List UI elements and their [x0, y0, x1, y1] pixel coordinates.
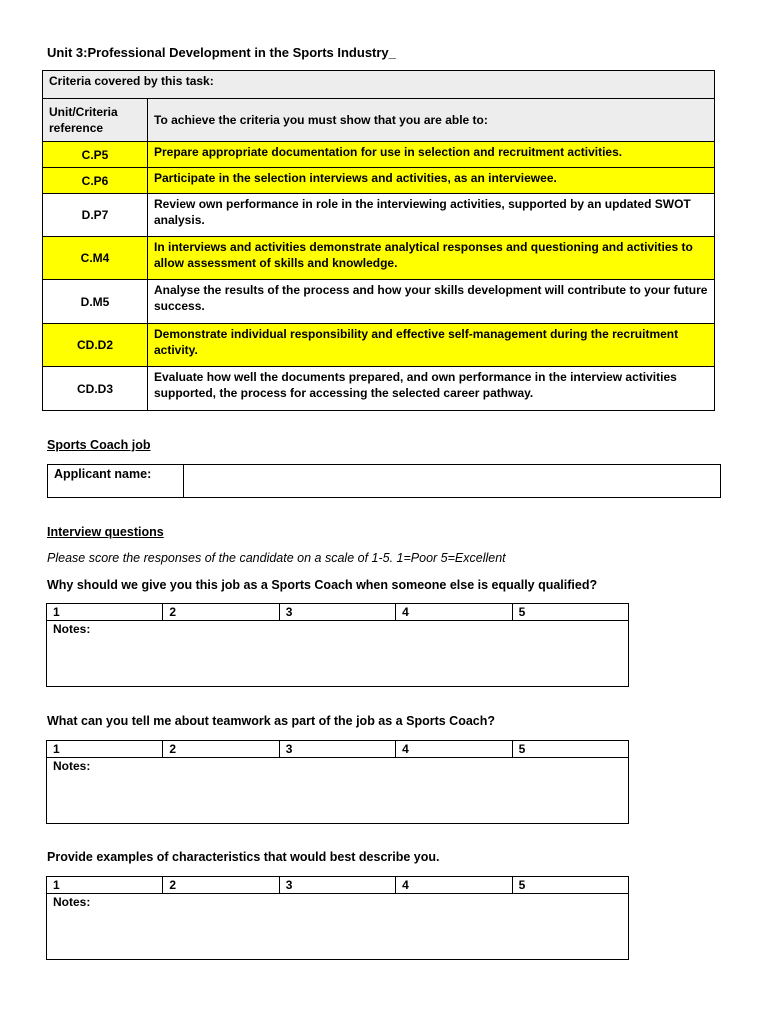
score-option-3[interactable]: 3 — [279, 741, 395, 758]
score-option-4[interactable]: 4 — [396, 741, 512, 758]
notes-label: Notes: — [53, 622, 91, 636]
criteria-desc: Participate in the selection interviews and activities, as an interviewee. — [148, 168, 715, 194]
score-option-1[interactable]: 1 — [47, 741, 163, 758]
score-option-4[interactable]: 4 — [396, 877, 512, 894]
score-table — [46, 876, 629, 960]
score-option-5[interactable]: 5 — [512, 604, 628, 621]
page-title: Unit 3:Professional Development in the Sports Industry_ — [47, 45, 396, 60]
interview-heading: Interview questions — [47, 525, 164, 539]
score-option-2[interactable]: 2 — [163, 741, 279, 758]
criteria-row — [43, 142, 715, 168]
score-option-1[interactable]: 1 — [47, 877, 163, 894]
criteria-ref: CD.D2 — [43, 324, 148, 367]
score-option-1[interactable]: 1 — [47, 604, 163, 621]
score-option-4[interactable]: 4 — [396, 604, 512, 621]
criteria-row — [43, 280, 715, 324]
job-heading: Sports Coach job — [47, 438, 151, 452]
score-option-2[interactable]: 2 — [163, 604, 279, 621]
criteria-ref: D.P7 — [43, 194, 148, 237]
score-option-5[interactable]: 5 — [512, 741, 628, 758]
criteria-desc: Demonstrate individual responsibility and effective self-management during the recruitment activity. — [148, 324, 715, 367]
criteria-table — [42, 70, 715, 411]
criteria-row — [43, 237, 715, 280]
criteria-header: Criteria covered by this task: — [43, 71, 715, 99]
score-table — [46, 740, 629, 824]
scoring-instructions: Please score the responses of the candidate on a scale of 1-5. 1=Poor 5=Excellent — [47, 551, 506, 565]
score-option-5[interactable]: 5 — [512, 877, 628, 894]
criteria-row — [43, 324, 715, 367]
score-option-3[interactable]: 3 — [279, 604, 395, 621]
notes-field[interactable] — [47, 758, 629, 824]
col-ref-header: Unit/Criteria reference — [43, 99, 148, 142]
criteria-ref: C.M4 — [43, 237, 148, 280]
score-option-3[interactable]: 3 — [279, 877, 395, 894]
score-option-2[interactable]: 2 — [163, 877, 279, 894]
applicant-name-field[interactable] — [184, 465, 721, 498]
notes-field[interactable] — [47, 621, 629, 687]
col-desc-header: To achieve the criteria you must show that you are able to: — [148, 99, 715, 142]
criteria-desc: Analyse the results of the process and how your skills development will contribute to your future success. — [148, 280, 715, 324]
criteria-ref: D.M5 — [43, 280, 148, 324]
criteria-row — [43, 194, 715, 237]
criteria-row — [43, 367, 715, 411]
question-text: Why should we give you this job as a Sports Coach when someone else is equally qualified? — [47, 578, 598, 592]
notes-label: Notes: — [53, 759, 91, 773]
criteria-desc: Prepare appropriate documentation for use in selection and recruitment activities. — [148, 142, 715, 168]
notes-field[interactable] — [47, 894, 629, 960]
criteria-desc: In interviews and activities demonstrate analytical responses and questioning and activities to allow assessment of skills and knowledge. — [148, 237, 715, 280]
criteria-desc: Review own performance in role in the interviewing activities, supported by an updated SWOT analysis. — [148, 194, 715, 237]
criteria-desc: Evaluate how well the documents prepared, and own performance in the interview activities supported, the process for accessing the selected career pathway. — [148, 367, 715, 411]
applicant-table — [47, 464, 721, 498]
score-table — [46, 603, 629, 687]
notes-label: Notes: — [53, 895, 91, 909]
criteria-row — [43, 168, 715, 194]
criteria-ref: CD.D3 — [43, 367, 148, 411]
criteria-ref: C.P6 — [43, 168, 148, 194]
criteria-ref: C.P5 — [43, 142, 148, 168]
applicant-label: Applicant name: — [48, 465, 184, 498]
question-text: What can you tell me about teamwork as part of the job as a Sports Coach? — [47, 714, 495, 728]
question-text: Provide examples of characteristics that would best describe you. — [47, 850, 440, 864]
